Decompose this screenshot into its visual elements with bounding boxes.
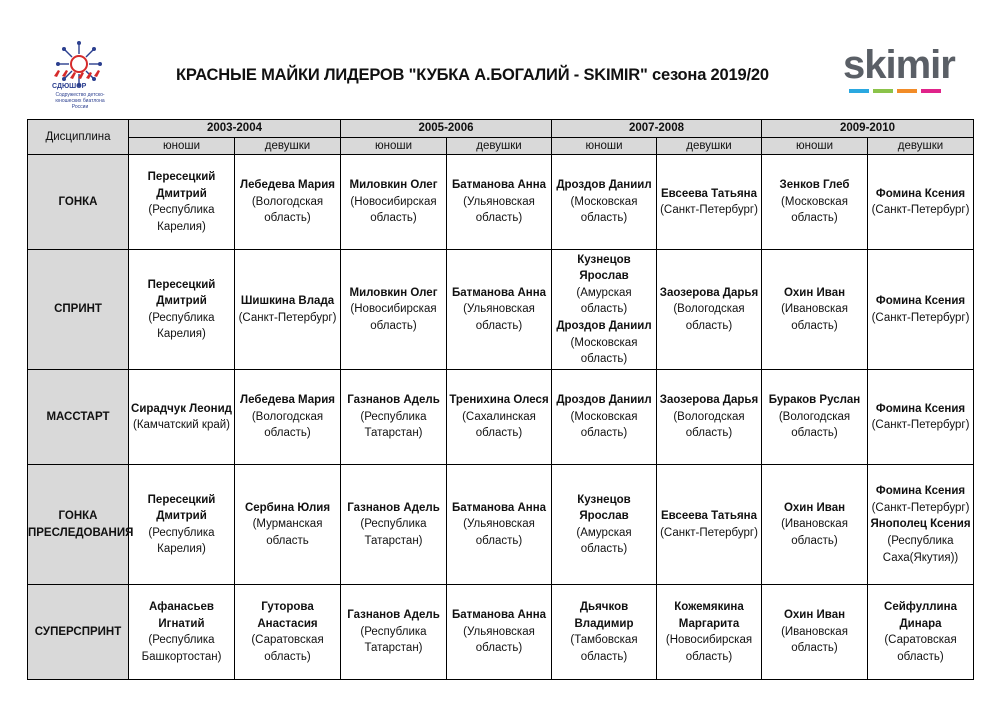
leader-cell: [447, 465, 552, 585]
athlete-name: Батманова Анна: [451, 179, 547, 192]
discipline-header: Дисциплина: [28, 120, 129, 155]
leader-cell: [868, 585, 974, 680]
athlete-name: Гуторова Анастасия: [257, 601, 318, 630]
athlete-region: (Вологодская область): [778, 410, 851, 440]
athlete-region: (Амурская область): [576, 526, 632, 556]
athlete-name: Сербина Юлия: [244, 501, 331, 514]
discipline-cell: ГОНКА: [28, 155, 129, 250]
left-logo-name: СДЮШОР: [52, 83, 87, 90]
athlete-name: Фомина Ксения: [875, 485, 966, 498]
leader-cell: [235, 465, 341, 585]
athlete-name: Батманова Анна: [451, 286, 547, 299]
athlete-name: Евсеева Татьяна: [660, 187, 758, 200]
page-title: КРАСНЫЕ МАЙКИ ЛИДЕРОВ "КУБКА А.БОГАЛИЙ - SKIMIR" сезона 2019/20: [176, 66, 769, 84]
athlete-region: (Вологодская область): [673, 303, 745, 332]
sex-header-girls: девушки: [657, 137, 762, 155]
athlete-name: Шишкина Влада: [240, 295, 335, 308]
leader-cell: [657, 370, 762, 465]
athlete-name: Дроздов Даниил: [556, 394, 652, 407]
skimir-bar: [921, 89, 941, 93]
athlete-name: Пересецкий Дмитрий: [147, 493, 216, 523]
leader-cell: [447, 155, 552, 250]
athlete-region: (Санкт-Петербург): [238, 311, 337, 324]
leader-cell: [235, 585, 341, 680]
athlete-region: (Республика Карелия): [148, 311, 215, 341]
athlete-name: Охин Иван: [783, 501, 846, 514]
discipline-cell: ГОНКА ПРЕСЛЕДОВАНИЯ: [28, 465, 129, 585]
athlete-region: (Московская область): [570, 195, 638, 225]
athlete-region: (Ивановская область): [781, 303, 848, 332]
leader-cell: [552, 370, 657, 465]
leader-cell: [129, 585, 235, 680]
leader-cell: [447, 585, 552, 680]
athlete-name: Батманова Анна: [451, 501, 547, 514]
leader-cell: [447, 370, 552, 465]
athlete-region: (Санкт-Петербург): [871, 501, 970, 514]
athlete-region: (Мурманская область: [252, 518, 323, 547]
discipline-cell: СУПЕРСПРИНТ: [28, 585, 129, 680]
leader-cell: [341, 250, 447, 370]
athlete-name: Батманова Анна: [451, 609, 547, 622]
athlete-name: Бураков Руслан: [768, 394, 861, 407]
sex-header-boys: юноши: [341, 137, 447, 155]
age-group-header: 2009-2010: [762, 120, 974, 138]
leader-cell: [552, 155, 657, 250]
athlete-name: Тренихина Олеся: [449, 394, 549, 407]
athlete-name: Миловкин Олег: [349, 179, 438, 192]
athlete-region: (Санкт-Петербург): [871, 311, 970, 324]
leader-cell: [552, 465, 657, 585]
athlete-name: Дроздов Даниил: [556, 319, 652, 332]
table-row: [28, 155, 974, 250]
leader-cell: [129, 465, 235, 585]
leader-cell: [762, 155, 868, 250]
athlete-name: Кожемякина Маргарита: [674, 601, 744, 630]
leader-cell: [129, 155, 235, 250]
left-logo-caption: Содружество детско-юношеских биатлона России: [55, 92, 105, 110]
athlete-region: (Камчатский край): [132, 419, 230, 432]
athlete-name: Пересецкий Дмитрий: [147, 171, 216, 200]
athlete-region: (Санкт-Петербург): [660, 526, 758, 539]
athlete-region: (Сахалинская область): [462, 410, 536, 440]
athlete-region: (Республика Башкортостан): [141, 634, 222, 663]
athlete-region: (Саратовская область): [884, 634, 957, 663]
athlete-region: (Республика Карелия): [148, 526, 215, 556]
athlete-name: Сейфуллина Динара: [884, 601, 957, 630]
athlete-name: Кузнецов Ярослав: [577, 493, 631, 523]
athlete-region: (Ульяновская область): [463, 303, 535, 332]
athlete-name: Заозерова Дарья: [659, 394, 759, 407]
leader-cell: [341, 370, 447, 465]
athlete-region: (Новосибирская область): [665, 634, 753, 663]
table-row: [28, 250, 974, 370]
athlete-name: Газнанов Адель: [347, 609, 440, 622]
sex-header-girls: девушки: [447, 137, 552, 155]
athlete-region: (Республика Татарстан): [360, 518, 427, 547]
athlete-region: (Саратовская область): [251, 634, 324, 663]
sex-header-boys: юноши: [552, 137, 657, 155]
leader-cell: [657, 250, 762, 370]
athlete-name: Газнанов Адель: [347, 501, 440, 514]
athlete-name: Заозерова Дарья: [659, 286, 759, 299]
athlete-region: (Ивановская область): [781, 625, 848, 655]
sex-header-girls: девушки: [235, 137, 341, 155]
skimir-bar: [897, 89, 917, 93]
leader-cell: [762, 585, 868, 680]
leader-cell: [235, 155, 341, 250]
sex-header-boys: юноши: [762, 137, 868, 155]
athlete-region: (Вологодская область): [673, 410, 745, 440]
athlete-region: (Вологодская область): [251, 410, 324, 440]
leader-cell: [341, 155, 447, 250]
athlete-region: (Санкт-Петербург): [871, 419, 970, 432]
athlete-region: (Республика Карелия): [148, 204, 215, 233]
athlete-region: (Ивановская область): [781, 518, 848, 547]
athlete-region: (Санкт-Петербург): [871, 204, 970, 217]
athlete-name: Миловкин Олег: [349, 286, 438, 299]
athlete-region: (Амурская область): [576, 286, 632, 316]
athlete-name: Евсеева Татьяна: [660, 510, 758, 523]
leader-cell: [341, 585, 447, 680]
athlete-name: Охин Иван: [783, 609, 846, 622]
discipline-cell: СПРИНТ: [28, 250, 129, 370]
athlete-name: Зенков Глеб: [779, 179, 850, 192]
leader-cell: [762, 465, 868, 585]
leader-cell: [341, 465, 447, 585]
athlete-name: Фомина Ксения: [875, 402, 966, 415]
leader-cell: [657, 155, 762, 250]
athlete-region: (Вологодская область): [251, 195, 324, 225]
leader-cell: [868, 155, 974, 250]
leader-cell: [868, 370, 974, 465]
sex-header-boys: юноши: [129, 137, 235, 155]
skimir-color-bars: [849, 89, 973, 93]
leader-cell: [552, 585, 657, 680]
leaders-table-body: [28, 155, 974, 680]
athlete-name: Охин Иван: [783, 286, 846, 299]
age-group-header: 2005-2006: [341, 120, 552, 138]
athlete-region: (Ульяновская область): [463, 195, 535, 225]
athlete-name: Лебедева Мария: [240, 179, 335, 192]
athlete-name: Фомина Ксения: [875, 295, 966, 308]
leader-cell: [657, 585, 762, 680]
athlete-region: (Новосибирская область): [350, 303, 437, 332]
athlete-name: Афанасьев Игнатий: [148, 601, 215, 630]
athlete-region: (Ульяновская область): [463, 625, 535, 655]
leader-cell: [129, 250, 235, 370]
athlete-region: (Республика Саха(Якутия)): [882, 534, 959, 564]
athlete-region: (Ульяновская область): [463, 518, 535, 547]
skimir-bar: [849, 89, 869, 93]
athlete-region: (Московская область): [570, 336, 638, 366]
age-group-header: 2003-2004: [129, 120, 341, 138]
leader-cell: [235, 250, 341, 370]
athlete-name: Дроздов Даниил: [556, 179, 652, 192]
skimir-logo-text: skimir: [843, 43, 955, 87]
athlete-name: Дьячков Владимир: [574, 601, 634, 630]
leader-cell: [657, 465, 762, 585]
table-row: [28, 465, 974, 585]
athlete-name: Кузнецов Ярослав: [577, 253, 631, 283]
athlete-name: Лебедева Мария: [240, 394, 335, 407]
discipline-cell: МАССТАРТ: [28, 370, 129, 465]
age-group-header: 2007-2008: [552, 120, 762, 138]
athlete-region: (Санкт-Петербург): [660, 204, 758, 217]
athlete-name: Фомина Ксения: [875, 187, 966, 200]
athlete-region: (Республика Татарстан): [360, 625, 427, 655]
athlete-region: (Республика Татарстан): [360, 410, 427, 440]
leader-cell: [762, 250, 868, 370]
leader-cell: [762, 370, 868, 465]
skimir-logo-icon: [843, 45, 973, 97]
athlete-name: Пересецкий Дмитрий: [147, 278, 216, 308]
athlete-region: (Новосибирская область): [350, 195, 437, 225]
leader-cell: [235, 370, 341, 465]
athlete-name: Сирадчук Леонид: [131, 402, 232, 415]
table-row: [28, 585, 974, 680]
sex-header-girls: девушки: [868, 137, 974, 155]
leader-cell: [868, 465, 974, 585]
athlete-name: Янополец Ксения: [870, 518, 971, 531]
leaders-table: [27, 119, 974, 680]
skimir-bar: [873, 89, 893, 93]
leader-cell: [868, 250, 974, 370]
athlete-region: (Московская область): [781, 195, 848, 225]
athlete-region: (Тамбовская область): [570, 634, 638, 663]
table-row: [28, 370, 974, 465]
leader-cell: [447, 250, 552, 370]
leader-cell: [552, 250, 657, 370]
leader-cell: [129, 370, 235, 465]
athlete-region: (Московская область): [570, 410, 638, 440]
athlete-name: Газнанов Адель: [347, 394, 440, 407]
